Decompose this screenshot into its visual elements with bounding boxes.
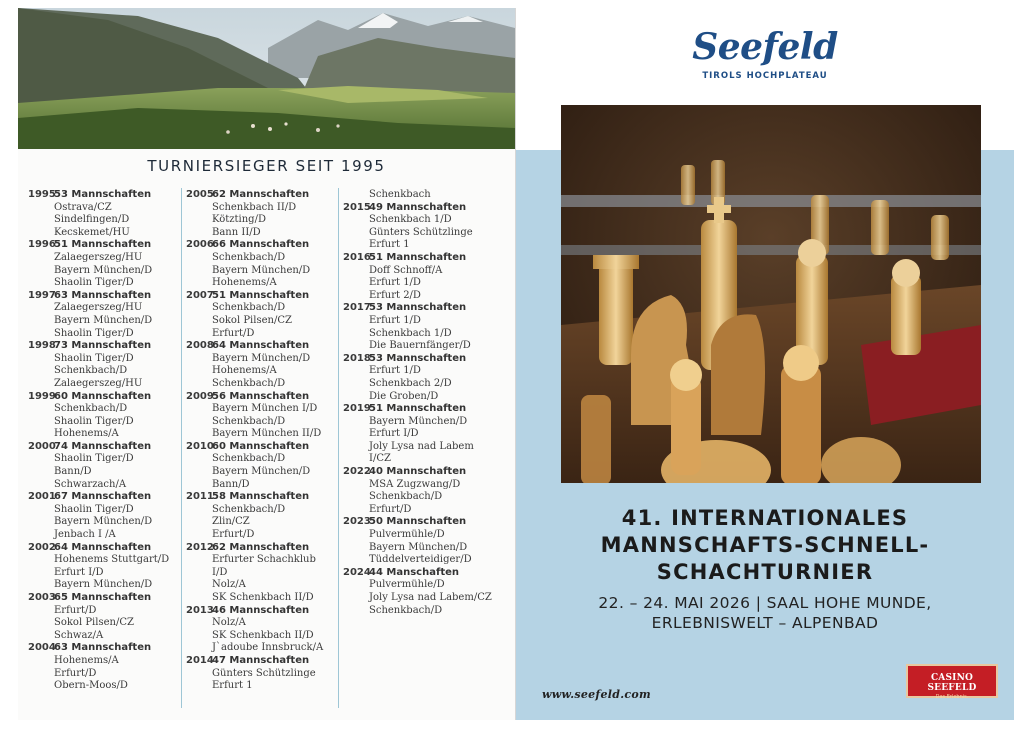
entry-year: 2008 (186, 340, 214, 352)
entry-year: 2003 (28, 592, 56, 603)
entry-line: Sokol Pilsen/CZ (212, 314, 292, 326)
winner-entry (186, 340, 346, 390)
mountain-valley-photo (18, 8, 515, 149)
entry-year: 2015 (343, 201, 371, 213)
entry-teams: 66 Mannschaften (212, 239, 310, 251)
entry-line: Pulvermühle/D (369, 529, 445, 541)
entry-teams: 51 Mannschaften (369, 251, 467, 263)
entry-year: 1997 (28, 289, 56, 301)
entry-line: I/D (212, 566, 228, 578)
entry-year: 2001 (28, 491, 56, 503)
entry-line: Schenkbach II/D (212, 201, 297, 213)
entry-teams: 51 Mannschaften (212, 289, 310, 301)
entry-line: Schwaz/A (54, 629, 104, 641)
entry-year: 1998 (28, 340, 56, 352)
entry-line: Doff Schnoff/A (369, 264, 443, 276)
entry-line: SK Schenkbach II/D (212, 629, 314, 641)
entry-line: Shaolin Tiger/D (54, 503, 134, 515)
entry-line: Bayern München/D (54, 516, 153, 528)
entry-line: Zalaegerszeg/HU (54, 251, 143, 263)
winner-entry (28, 391, 188, 441)
entry-line: Die Bauernfänger/D (369, 340, 471, 352)
entry-teams: 47 Mannschaften (212, 654, 310, 666)
entry-teams: 62 Mannschaften (212, 189, 310, 200)
entry-line: Erfurt 2/D (369, 289, 421, 301)
entry-teams: 46 Mannschaften (212, 604, 310, 616)
entry-line: Erfurt/D (212, 327, 255, 339)
entry-line: Schwarzach/A (54, 478, 127, 490)
entry-teams: 60 Mannschaften (54, 390, 152, 402)
entry-line: Sindelfingen/D (54, 214, 130, 226)
winner-entry (28, 491, 188, 541)
entry-line: Schenkbach/D (54, 365, 128, 377)
winner-entry (28, 340, 188, 390)
entry-line: Zalaegerszeg/HU (54, 302, 143, 314)
entry-line: Schenkbach/D (369, 604, 443, 616)
winner-entry (343, 403, 508, 466)
entry-line: Erfurt/D (54, 604, 97, 616)
entry-teams: 49 Mannschaften (369, 201, 467, 213)
casino-tagline: Das Erlebnis. (935, 694, 969, 700)
casino-name: CASINO SEEFELD (927, 673, 977, 693)
winner-entry (28, 239, 188, 289)
entry-teams: 40 Mannschaften (369, 466, 467, 478)
winner-entry (28, 542, 188, 592)
entry-teams: 56 Mannschaften (212, 390, 310, 402)
entry-year: 2012 (186, 541, 214, 553)
event-title-line: SCHACHTURNIER (656, 560, 874, 584)
entry-year: 2005 (186, 189, 214, 200)
right-page (516, 8, 1014, 720)
chess-pieces-photo (561, 105, 981, 483)
winner-entry (186, 605, 346, 655)
entry-line: Pulvermühle/D (369, 579, 445, 591)
winner-entry (28, 189, 188, 239)
entry-teams: 64 Mannschaften (212, 340, 310, 352)
entry-line: Erfurt 1/D (369, 277, 421, 289)
entry-line: Schenkbach/D (212, 302, 286, 314)
entry-line: Schenkbach 2/D (369, 377, 452, 389)
entry-year: 2007 (186, 289, 214, 301)
left-page (18, 8, 516, 720)
event-subtitle-line: 22. – 24. MAI 2026 | SAAL HOHE MUNDE, (598, 594, 932, 612)
entry-line: Nolz/A (212, 617, 246, 629)
seefeld-logo: Seefeld (692, 26, 838, 68)
winner-entry (186, 239, 346, 289)
winner-entry (343, 466, 508, 516)
entry-line: Günters Schützlinge (369, 226, 473, 238)
entry-teams: 65 Mannschaften (54, 592, 152, 603)
entry-year: 2017 (343, 302, 371, 314)
entry-year: 2006 (186, 239, 214, 251)
entry-line: Joly Lysa nad Labem/CZ (369, 592, 492, 603)
entry-line: Zalaegerszeg/HU (54, 377, 143, 389)
entry-year: 2011 (186, 491, 214, 503)
event-subtitle-line: ERLEBNISWELT – ALPENBAD (651, 614, 879, 632)
entry-year: 2010 (186, 440, 214, 452)
entry-line: I/CZ (369, 453, 391, 465)
winner-entry (343, 302, 508, 352)
winner-entry (28, 441, 188, 491)
winner-entry (28, 592, 188, 642)
entry-line: Hohenems/A (54, 654, 119, 666)
entry-line: Obern-Moos/D (54, 680, 128, 692)
entry-teams: 73 Mannschaften (54, 340, 152, 352)
entry-line: Bayern München II/D (212, 428, 322, 440)
entry-teams: 64 Mannschaften (54, 541, 152, 553)
entry-line: Hohenems/A (54, 428, 119, 440)
entry-teams: 51 Mannschaften (54, 239, 152, 251)
logo-subtitle: TIROLS HOCHPLATEAU (702, 71, 828, 81)
entry-line: Shaolin Tiger/D (54, 277, 134, 289)
entry-year: 2023 (343, 516, 371, 528)
winner-entry (343, 202, 508, 252)
entry-teams: 74 Mannschaften (54, 440, 152, 452)
entry-line: Bayern München I/D (212, 403, 318, 415)
event-title-line: 41. INTERNATIONALES (621, 506, 909, 530)
entry-year: 2009 (186, 390, 214, 402)
winner-entry (343, 567, 508, 617)
winners-column-2 (186, 189, 346, 693)
winner-entry (186, 189, 346, 239)
entry-line: Schenkbach 1/D (369, 214, 452, 226)
entry-line: Schenkbach/D (212, 377, 286, 389)
entry-line: Schenkbach/D (369, 491, 443, 503)
entry-year: 1996 (28, 239, 56, 251)
entry-line: Erfurt 1/D (369, 365, 421, 377)
entry-line: Erfurt 1 (369, 239, 410, 251)
winner-entry (186, 391, 346, 441)
entry-teams: 60 Mannschaften (212, 440, 310, 452)
entry-line: Bann II/D (212, 226, 261, 238)
entry-line: Schenkbach 1/D (369, 327, 452, 339)
entry-line: J`adoube Innsbruck/A (212, 642, 324, 654)
entry-line: SK Schenkbach II/D (212, 592, 314, 603)
winner-entry (186, 542, 346, 605)
winner-entry (28, 642, 188, 692)
entry-year: 2018 (343, 352, 371, 364)
entry-teams: 51 Mannschaften (369, 403, 467, 415)
casino-seefeld-logo (906, 664, 998, 698)
event-title-line: MANNSCHAFTS-SCHNELL- (600, 533, 930, 557)
entry-line: Bayern München/D (212, 352, 311, 364)
entry-line: Bayern München/D (369, 415, 468, 427)
entry-line: Bayern München/D (54, 579, 153, 591)
entry-line: Bayern München/D (54, 314, 153, 326)
entry-line: Erfurt I/D (54, 566, 104, 578)
entry-line: Günters Schützlinge (212, 667, 316, 679)
winner-entry (186, 290, 346, 340)
entry-line: Erfurter Schachklub (212, 554, 316, 566)
winner-entry (343, 516, 508, 566)
entry-line: Zlin/CZ (212, 516, 250, 528)
winner-entry (343, 252, 508, 302)
entry-line: Hohenems/A (212, 277, 277, 289)
winners-column-3 (343, 189, 508, 617)
entry-year: 1999 (28, 390, 56, 402)
entry-line: Die Groben/D (369, 390, 439, 402)
entry-line: Schenkbach/D (212, 251, 286, 263)
entry-teams: 53 Mannschaften (369, 352, 467, 364)
entry-teams: 63 Mannschaften (54, 642, 152, 654)
entry-line: Erfurt/D (369, 503, 412, 515)
entry-line: Hohenems/A (212, 365, 277, 377)
winners-heading: TURNIERSIEGER SEIT 1995 (147, 157, 386, 175)
winner-entry (186, 655, 346, 693)
event-title (516, 505, 1014, 586)
entry-line: Bayern München/D (369, 541, 468, 553)
entry-line: Schenkbach/D (212, 453, 286, 465)
entry-teams: 53 Mannschaften (54, 189, 152, 200)
entry-teams: 44 Manschaften (369, 566, 459, 578)
website-link[interactable]: www.seefeld.com (542, 688, 651, 701)
entry-line: Shaolin Tiger/D (54, 352, 134, 364)
entry-line: Shaolin Tiger/D (54, 415, 134, 427)
entry-line: Hohenems Stuttgart/D (54, 554, 170, 566)
entry-line: Erfurt 1/D (369, 314, 421, 326)
entry-line: Tüddelverteidiger/D (369, 554, 472, 566)
winner-entry (186, 441, 346, 491)
entry-line: Bann/D (212, 478, 250, 490)
entry-line: Shaolin Tiger/D (54, 327, 134, 339)
winner-entry-continued (343, 189, 508, 202)
winner-entry (28, 290, 188, 340)
entry-line: Joly Lysa nad Labem (369, 440, 474, 452)
event-date-location (516, 593, 1014, 633)
winner-entry (343, 353, 508, 403)
entry-year: 2016 (343, 251, 371, 263)
entry-year: 2002 (28, 541, 56, 553)
entry-year: 2019 (343, 403, 371, 415)
entry-line: Kecskemet/HU (54, 226, 130, 238)
entry-teams: 58 Mannschaften (212, 491, 310, 503)
entry-line: MSA Zugzwang/D (369, 478, 461, 490)
entry-line: Bayern München/D (212, 264, 311, 276)
entry-year: 1995 (28, 189, 56, 200)
entry-line: Schenkbach/D (212, 503, 286, 515)
winner-entry (186, 491, 346, 541)
entry-line: Nolz/A (212, 579, 246, 591)
entry-teams: 62 Mannschaften (212, 541, 310, 553)
entry-year: 2000 (28, 440, 56, 452)
entry-teams: 53 Mannschaften (369, 302, 467, 314)
entry-line: Shaolin Tiger/D (54, 453, 134, 465)
entry-year: 2014 (186, 654, 214, 666)
entry-year: 2013 (186, 604, 214, 616)
entry-line: Bayern München/D (212, 466, 311, 478)
entry-line: Kötzting/D (212, 214, 266, 226)
entry-teams: 50 Mannschaften (369, 516, 467, 528)
entry-line: Erfurt I/D (369, 428, 419, 440)
entry-line: Sokol Pilsen/CZ (54, 617, 134, 629)
winners-column-1 (28, 189, 188, 693)
entry-year: 2004 (28, 642, 56, 654)
entry-teams: 67 Mannschaften (54, 491, 152, 503)
entry-teams: 63 Mannschaften (54, 289, 152, 301)
entry-line: Bann/D (54, 466, 92, 478)
entry-line: Schenkbach/D (54, 403, 128, 415)
entry-line: Bayern München/D (54, 264, 153, 276)
entry-line: Erfurt/D (212, 529, 255, 541)
entry-line: Jenbach I /A (54, 529, 116, 541)
entry-line: Schenkbach/D (212, 415, 286, 427)
entry-line: Erfurt/D (54, 667, 97, 679)
entry-line: Schenkbach (369, 189, 431, 200)
entry-line: Ostrava/CZ (54, 201, 112, 213)
entry-year: 2024 (343, 566, 371, 578)
entry-year: 2022 (343, 466, 371, 478)
entry-line: Erfurt 1 (212, 680, 253, 692)
